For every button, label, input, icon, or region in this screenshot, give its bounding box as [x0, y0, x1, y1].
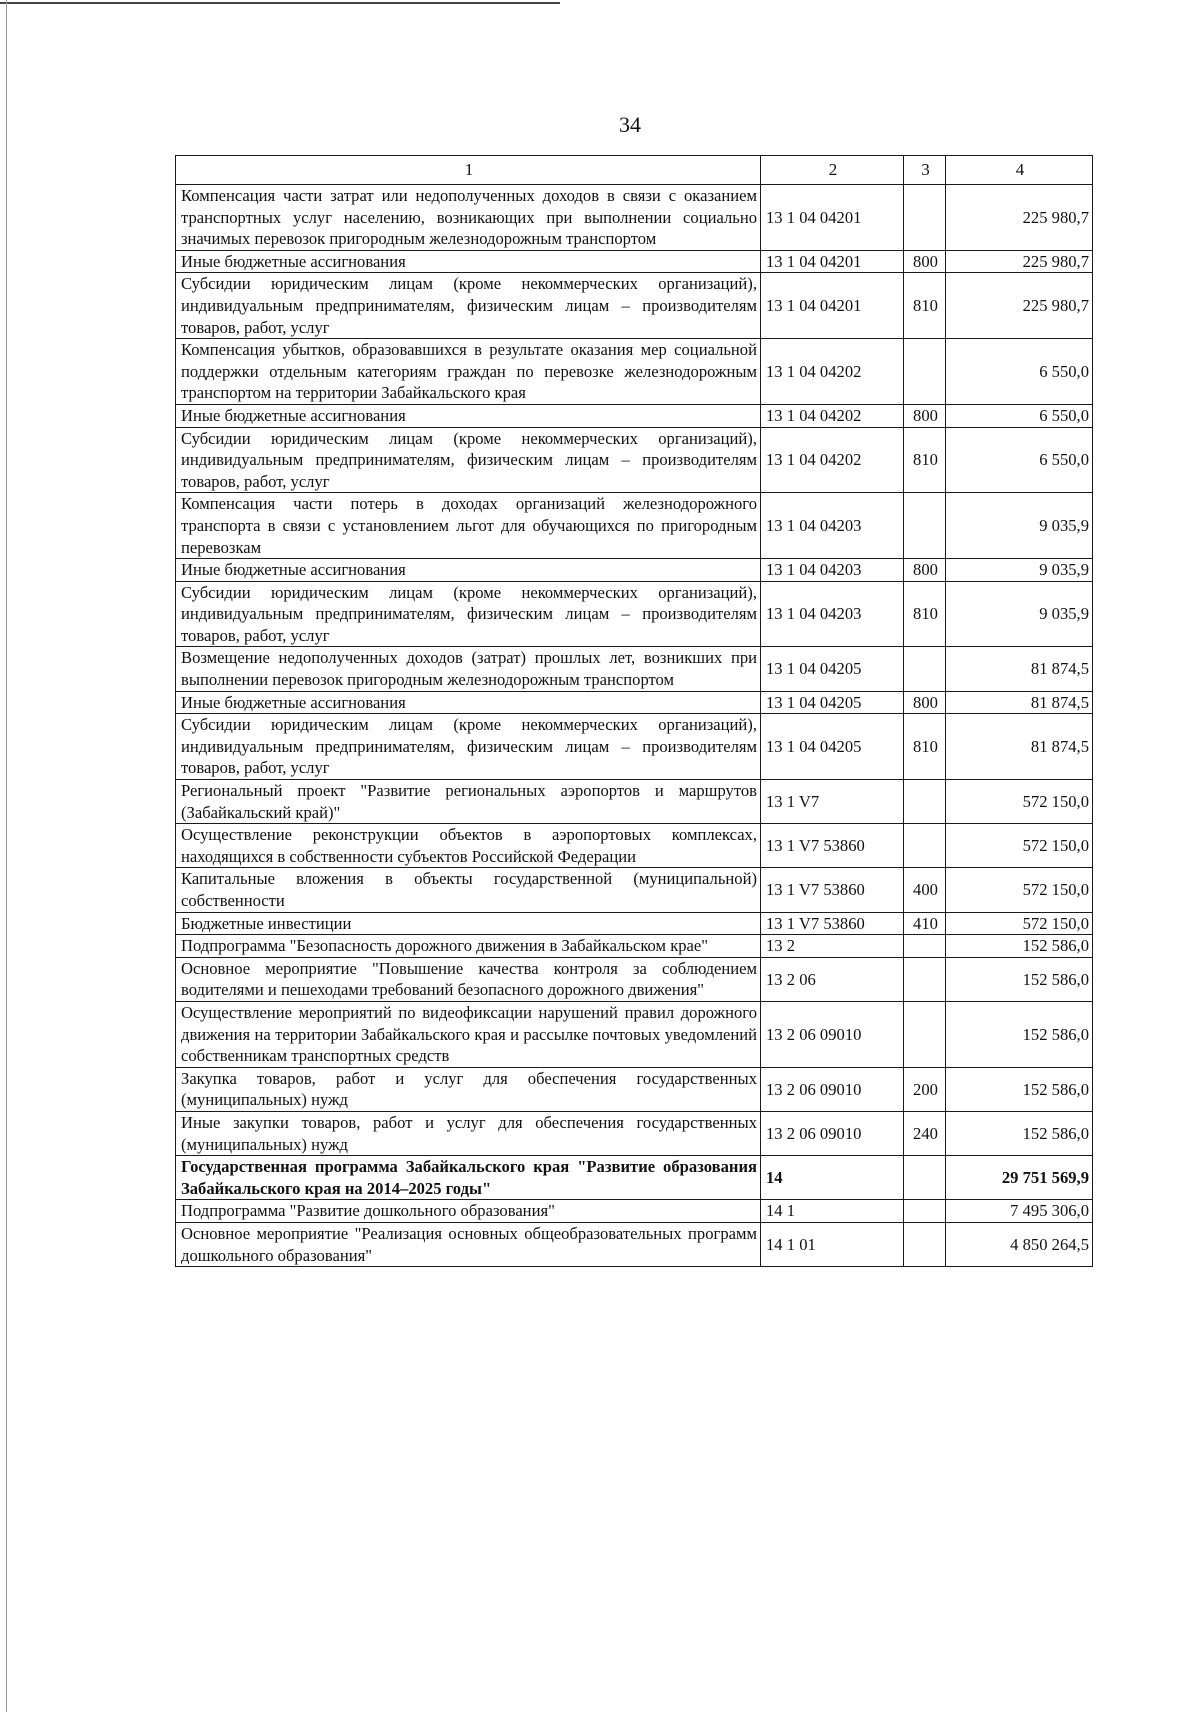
row-code: 13 1 04 04203: [761, 581, 904, 647]
row-name: Иные закупки товаров, работ и услуг для обеспечения государственных (муниципальных) нужд: [176, 1111, 761, 1155]
header-col-4: 4: [946, 156, 1093, 185]
row-amount: 152 586,0: [946, 935, 1093, 958]
row-vr: 800: [904, 250, 946, 273]
row-vr: 810: [904, 581, 946, 647]
row-code: 13 1 04 04201: [761, 273, 904, 339]
row-name: Иные бюджетные ассигнования: [176, 250, 761, 273]
row-name: Иные бюджетные ассигнования: [176, 404, 761, 427]
row-amount: 9 035,9: [946, 493, 1093, 559]
row-amount: 7 495 306,0: [946, 1200, 1093, 1223]
row-amount: 6 550,0: [946, 427, 1093, 493]
row-name: Подпрограмма "Безопасность дорожного движения в Забайкальском крае": [176, 935, 761, 958]
row-name: Субсидии юридическим лицам (кроме некоммерческих организаций), индивидуальным предпринимателям, физическим лицам – производителям товаров, работ, услуг: [176, 581, 761, 647]
row-name: Бюджетные инвестиции: [176, 912, 761, 935]
table-row: [176, 559, 1093, 582]
table-row: [176, 185, 1093, 251]
row-name: Государственная программа Забайкальского края "Развитие образования Забайкальского края на 2014–2025 годы": [176, 1156, 761, 1200]
row-code: 13 1 04 04202: [761, 339, 904, 405]
row-code: 13 1 04 04202: [761, 427, 904, 493]
row-name: Иные бюджетные ассигнования: [176, 691, 761, 714]
table-row: [176, 250, 1093, 273]
table-row: [176, 824, 1093, 868]
row-code: 13 1 V7: [761, 780, 904, 824]
row-code: 13 1 V7 53860: [761, 868, 904, 912]
row-name: Основное мероприятие "Повышение качества контроля за соблюдением водителями и пешеходами требований безопасного дорожного движения": [176, 957, 761, 1001]
row-code: 13 2 06 09010: [761, 1067, 904, 1111]
row-vr: [904, 1001, 946, 1067]
row-amount: 4 850 264,5: [946, 1222, 1093, 1266]
row-vr: 400: [904, 868, 946, 912]
table-row: [176, 1111, 1093, 1155]
table-row: [176, 1200, 1093, 1223]
row-amount: 9 035,9: [946, 581, 1093, 647]
row-vr: [904, 493, 946, 559]
row-code: 13 2 06 09010: [761, 1001, 904, 1067]
row-name: Основное мероприятие "Реализация основных общеобразовательных программ дошкольного образования": [176, 1222, 761, 1266]
table-row: [176, 647, 1093, 691]
scan-edge-top: [0, 2, 560, 4]
row-name: Компенсация части потерь в доходах организаций железнодорожного транспорта в связи с установлением льгот для обучающихся по пригородным перевозкам: [176, 493, 761, 559]
table-row: [176, 1222, 1093, 1266]
row-code: 13 1 04 04205: [761, 647, 904, 691]
row-code: 14 1 01: [761, 1222, 904, 1266]
row-name: Капитальные вложения в объекты государственной (муниципальной) собственности: [176, 868, 761, 912]
table-row: [176, 581, 1093, 647]
row-amount: 81 874,5: [946, 647, 1093, 691]
row-name: Закупка товаров, работ и услуг для обеспечения государственных (муниципальных) нужд: [176, 1067, 761, 1111]
table-row: [176, 493, 1093, 559]
row-amount: 152 586,0: [946, 1001, 1093, 1067]
table-row: [176, 912, 1093, 935]
row-vr: 240: [904, 1111, 946, 1155]
table-header-row: [176, 156, 1093, 185]
row-name: Иные бюджетные ассигнования: [176, 559, 761, 582]
row-vr: 410: [904, 912, 946, 935]
row-vr: [904, 185, 946, 251]
row-vr: [904, 1222, 946, 1266]
row-vr: [904, 1200, 946, 1223]
row-vr: 810: [904, 273, 946, 339]
header-col-2: 2: [761, 156, 904, 185]
row-code: 13 1 V7 53860: [761, 824, 904, 868]
row-code: 13 1 04 04203: [761, 493, 904, 559]
row-amount: 152 586,0: [946, 1111, 1093, 1155]
row-amount: 81 874,5: [946, 714, 1093, 780]
row-vr: 800: [904, 404, 946, 427]
row-code: 14 1: [761, 1200, 904, 1223]
row-vr: 810: [904, 427, 946, 493]
row-name: Компенсация части затрат или недополученных доходов в связи с оказанием транспортных услуг населению, возникающих при выполнении социально значимых перевозок пригородным железнодорожным транспортом: [176, 185, 761, 251]
row-name: Субсидии юридическим лицам (кроме некоммерческих организаций), индивидуальным предпринимателям, физическим лицам – производителям товаров, работ, услуг: [176, 714, 761, 780]
row-code: 13 1 04 04201: [761, 250, 904, 273]
table-row: [176, 1001, 1093, 1067]
row-name: Региональный проект "Развитие региональных аэропортов и маршрутов (Забайкальский край)": [176, 780, 761, 824]
row-name: Субсидии юридическим лицам (кроме некоммерческих организаций), индивидуальным предпринимателям, физическим лицам – производителям товаров, работ, услуг: [176, 427, 761, 493]
row-amount: 6 550,0: [946, 404, 1093, 427]
row-amount: 572 150,0: [946, 780, 1093, 824]
row-amount: 152 586,0: [946, 957, 1093, 1001]
scan-edge-left: [6, 0, 7, 1712]
table-row: [176, 935, 1093, 958]
header-col-1: 1: [176, 156, 761, 185]
header-col-3: 3: [904, 156, 946, 185]
row-amount: 152 586,0: [946, 1067, 1093, 1111]
row-vr: [904, 339, 946, 405]
row-name: Субсидии юридическим лицам (кроме некоммерческих организаций), индивидуальным предпринимателям, физическим лицам – производителям товаров, работ, услуг: [176, 273, 761, 339]
row-amount: 9 035,9: [946, 559, 1093, 582]
row-vr: [904, 780, 946, 824]
row-amount: 572 150,0: [946, 868, 1093, 912]
row-amount: 572 150,0: [946, 912, 1093, 935]
row-code: 13 1 V7 53860: [761, 912, 904, 935]
row-vr: 810: [904, 714, 946, 780]
page-number: 34: [619, 112, 641, 137]
table-row: [176, 273, 1093, 339]
table-row: [176, 339, 1093, 405]
budget-table: [175, 155, 1093, 1267]
table-row: [176, 1067, 1093, 1111]
row-name: Осуществление реконструкции объектов в аэропортовых комплексах, находящихся в собственности субъектов Российской Федерации: [176, 824, 761, 868]
row-vr: 200: [904, 1067, 946, 1111]
row-amount: 81 874,5: [946, 691, 1093, 714]
row-code: 13 2: [761, 935, 904, 958]
row-name: Возмещение недополученных доходов (затрат) прошлых лет, возникших при выполнении перевозок пригородным железнодорожным транспортом: [176, 647, 761, 691]
row-code: 13 1 04 04205: [761, 691, 904, 714]
table-row: [176, 691, 1093, 714]
row-code: 13 1 04 04205: [761, 714, 904, 780]
row-code: 13 1 04 04201: [761, 185, 904, 251]
row-amount: 225 980,7: [946, 250, 1093, 273]
row-name: Осуществление мероприятий по видеофиксации нарушений правил дорожного движения на территории Забайкальского края и рассылке почтовых уведомлений собственникам транспортных средств: [176, 1001, 761, 1067]
table-row: [176, 427, 1093, 493]
table-row: [176, 780, 1093, 824]
row-code: 14: [761, 1156, 904, 1200]
row-name: Подпрограмма "Развитие дошкольного образования": [176, 1200, 761, 1223]
row-code: 13 1 04 04203: [761, 559, 904, 582]
row-code: 13 1 04 04202: [761, 404, 904, 427]
row-vr: [904, 957, 946, 1001]
row-code: 13 2 06 09010: [761, 1111, 904, 1155]
row-code: 13 2 06: [761, 957, 904, 1001]
table-row: [176, 868, 1093, 912]
row-name: Компенсация убытков, образовавшихся в результате оказания мер социальной поддержки отдельным категориям граждан по перевозке железнодорожным транспортом на территории Забайкальского края: [176, 339, 761, 405]
row-vr: [904, 824, 946, 868]
row-amount: 225 980,7: [946, 273, 1093, 339]
row-vr: [904, 935, 946, 958]
row-amount: 572 150,0: [946, 824, 1093, 868]
row-vr: 800: [904, 559, 946, 582]
row-vr: 800: [904, 691, 946, 714]
row-amount: 29 751 569,9: [946, 1156, 1093, 1200]
row-amount: 6 550,0: [946, 339, 1093, 405]
table-row: [176, 714, 1093, 780]
table-row: [176, 1156, 1093, 1200]
table-row: [176, 404, 1093, 427]
table-row: [176, 957, 1093, 1001]
row-vr: [904, 647, 946, 691]
row-amount: 225 980,7: [946, 185, 1093, 251]
row-vr: [904, 1156, 946, 1200]
